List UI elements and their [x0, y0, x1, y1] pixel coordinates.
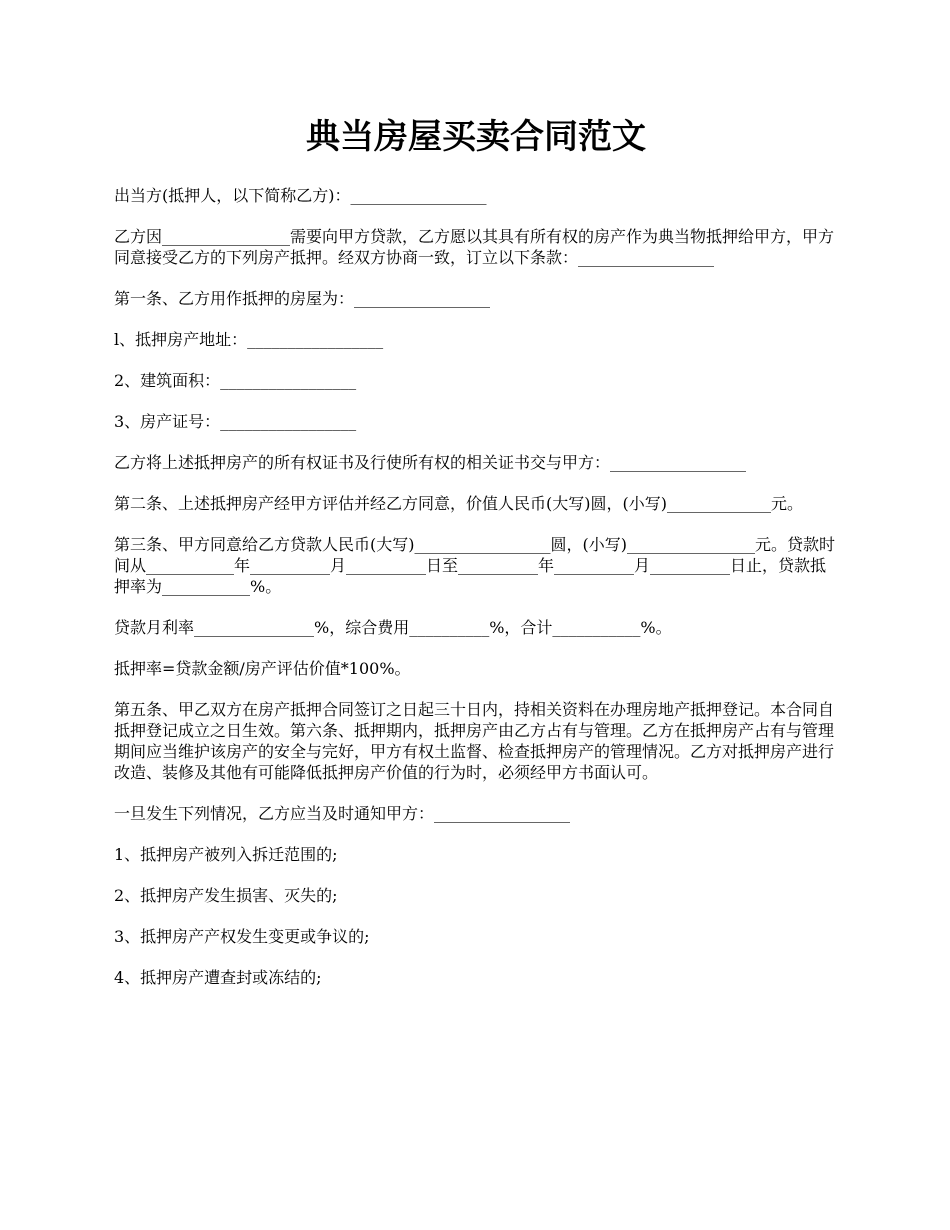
list-item-seizure: 4、抵押房产遭查封或冻结的;: [114, 968, 322, 987]
paragraph-notification: 一旦发生下列情况，乙方应当及时通知甲方：_________________: [114, 804, 571, 823]
paragraph-certificate-delivery: 乙方将上述抵押房产的所有权证书及行使所有权的相关证书交与甲方：_________________: [114, 453, 747, 472]
paragraph-pawner: 出当方(抵押人，以下简称乙方)：_________________: [114, 186, 487, 205]
list-item-ownership-change: 3、抵押房产产权发生变更或争议的;: [114, 927, 370, 946]
paragraph-article-3: 第三条、甲方同意给乙方贷款人民币(大写)_________________圆，(小写)________________元。贷款时间从___________年__________月__________日至__________年__________月__________日止，贷款抵押率为___________%。: [114, 535, 835, 596]
document-title: 典当房屋买卖合同范文: [306, 117, 646, 157]
list-item-demolition: 1、抵押房产被列入拆迁范围的;: [114, 845, 338, 864]
paragraph-article-5: 第五条、甲乙双方在房产抵押合同签订之日起三十日内，持相关资料在办理房地产抵押登记。本合同自抵押登记成立之日生效。第六条、抵押期内，抵押房产由乙方占有与管理。乙方在抵押房产占有与管理期间应当维护该房产的安全与完好，甲方有权土监督、检查抵押房产的管理情况。乙方对抵押房产进行改造、装修及其他有可能降低抵押房产价值的行为时，必须经甲方书面认可。: [114, 700, 835, 782]
paragraph-mortgage-rate: 抵押率=贷款金额/房产评估价值*100%。: [114, 659, 411, 678]
paragraph-property-address: l、抵押房产地址：_________________: [114, 330, 384, 349]
list-item-damage: 2、抵押房产发生损害、灭失的;: [114, 886, 338, 905]
document-body: [114, 113, 838, 1008]
paragraph-loan-purpose: 乙方因________________需要向甲方贷款，乙方愿以其具有所有权的房产作为典当物抵押给甲方，甲方同意接受乙方的下列房产抵押。经双方协商一致，订立以下条款：_________________: [114, 227, 835, 267]
paragraph-interest-rate: 贷款月利率_______________%，综合费用__________%，合计___________%。: [114, 618, 672, 637]
paragraph-certificate-number: 3、房产证号：_________________: [114, 412, 357, 431]
paragraph-article-1: 第一条、乙方用作抵押的房屋为：_________________: [114, 289, 491, 308]
paragraph-article-2: 第二条、上述抵押房产经甲方评估并经乙方同意，价值人民币(大写)圆，(小写)_____________元。: [114, 494, 803, 513]
paragraph-building-area: 2、建筑面积：_________________: [114, 371, 357, 390]
